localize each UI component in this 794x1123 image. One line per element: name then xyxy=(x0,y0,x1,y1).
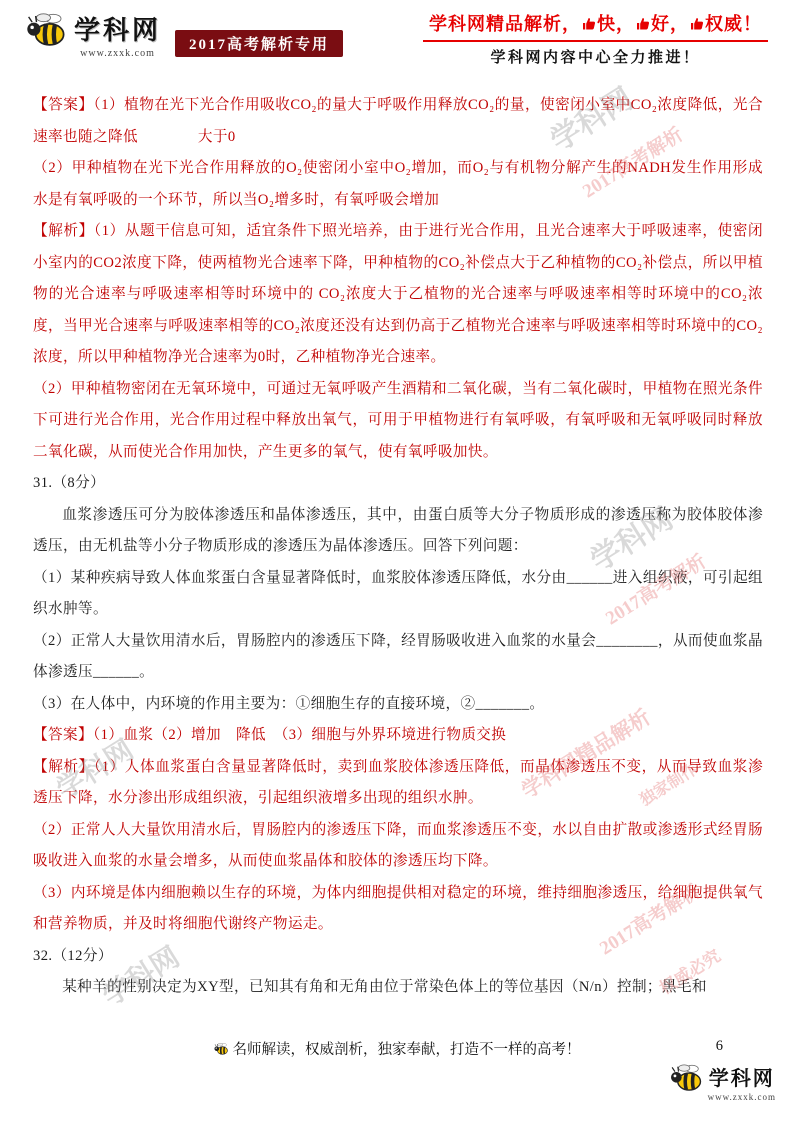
question-intro: 血浆渗透压可分为胶体渗透压和晶体渗透压，其中，由蛋白质等大分子物质形成的渗透压称为胶体胶体渗透压，由无机盐等小分子物质形成的渗透压为晶体渗透压。回答下列问题： xyxy=(33,506,763,555)
header-slogan-red xyxy=(423,10,768,36)
answer-paragraph: 【答案】（1）植物在光下光合作用吸收CO₂的量大于呼吸作用释放CO₂的量，使密闭小室中CO₂浓度降低，光合速率也随之降低 大于0 xyxy=(33,97,763,145)
header-slogan-black: 学科网内容中心全力推进！ xyxy=(490,50,701,66)
header-slogan-block xyxy=(423,10,768,67)
watermark: 学科网 xyxy=(51,734,140,806)
slogan-word: 好， xyxy=(651,14,689,34)
bee-mascot-icon xyxy=(214,1042,229,1056)
analysis-paragraph: （3）内环境是体内细胞赖以生存的环境，为体内细胞提供相对稳定的环境，维持细胞渗透压，给细胞提供氧气和营养物质，并及时将细胞代谢终产物运走。 xyxy=(33,884,763,933)
analysis-paragraph: （2）正常人人大量饮用清水后，胃肠腔内的渗透压下降，而血浆渗透压不变，水以自由扩散或渗透形式经胃肠吸收进入血浆的水量会增多，从而使血浆晶体和胶体的渗透压均下降。 xyxy=(33,821,763,870)
page-header xyxy=(26,10,768,67)
answer-paragraph: （2）甲种植物在光下光合作用释放的O₂使密闭小室中O₂增加，而O₂与有机物分解产生的NADH发生作用形成水是有氧呼吸的一个环节，所以当O₂增多时，有氧呼吸会增加 xyxy=(33,160,763,208)
answer-paragraph: 【答案】（1）血浆（2）增加 降低 （3）细胞与外界环境进行物质交换 xyxy=(33,727,507,744)
watermark: 权威必究 xyxy=(656,946,724,999)
footer-slogan: 名师解读，权威剖析，独家奉献，打造不一样的高考！ xyxy=(232,1042,581,1058)
exam-edition-banner: 2017高考解析专用 xyxy=(175,30,343,57)
logo-name: 学科网 xyxy=(708,1068,775,1090)
bee-mascot-icon xyxy=(26,10,68,50)
question-number: 31.（8分） xyxy=(33,475,106,492)
document-body xyxy=(33,90,763,1004)
question-item: （1）某种疾病导致人体血浆蛋白含量显著降低时，血浆胶体渗透压降低，水分由______进入组织液，可引起组织水肿等。 xyxy=(33,569,763,618)
analysis-paragraph: 【解析】（1）人体血浆蛋白含量显著降低时，卖到血浆胶体渗透压降低，而晶体渗透压不变，从而导致血浆渗透压下降，水分渗出形成组织液，引起组织液增多出现的组织水肿。 xyxy=(33,758,763,807)
logo-url: www.zxxk.com xyxy=(80,48,155,59)
question-intro: 某种羊的性别决定为XY型，已知其有角和无角由位于常染色体上的等位基因（N/n）控制；黑毛和 xyxy=(62,979,707,996)
watermark: 2017高考解析 xyxy=(579,124,687,203)
analysis-paragraph: 【解析】（1）从题干信息可知，适宜条件下照光培养，由于进行光合作用，且光合速率大于呼吸速率，使密闭小室内的CO2浓度下降，使两植物光合速率下降，甲种植物的CO₂补偿点大于乙种植物的CO₂补偿点，所以甲植物的光合速率与呼吸速率相等时环境中的 CO₂浓度大于乙植物的光合速率与呼吸速率相等时环境中的CO₂浓度，当甲光合速率与呼吸速率相等的CO₂浓度还没有达到仍高于乙植物光合速率与呼吸速率相等时环境中的CO₂浓度，所以甲种植物净光合速率为0时，乙种植物净光合速率。 xyxy=(33,223,763,366)
logo-name: 学科网 xyxy=(74,16,162,45)
slogan-prefix: 学科网精品解析， xyxy=(429,14,581,34)
footer-slogan-line xyxy=(33,1038,761,1059)
thumb-up-icon xyxy=(636,17,650,31)
logo-text-block xyxy=(708,1062,776,1102)
watermark: 2017高考解析 xyxy=(602,551,710,630)
watermark: 独家制作 xyxy=(637,761,701,810)
question-number: 32.（12分） xyxy=(33,947,113,964)
page-number: 6 xyxy=(715,1038,723,1054)
logo-text-block xyxy=(74,10,161,59)
question-item: （3）在人体中，内环境的作用主要为：①细胞生存的直接环境，②_______。 xyxy=(33,695,545,712)
bee-mascot-icon xyxy=(670,1062,704,1094)
red-divider-line xyxy=(423,40,768,42)
watermark: 学科网 xyxy=(584,502,679,578)
watermark: 学科网 xyxy=(97,941,186,1013)
footer-logo xyxy=(670,1062,776,1102)
watermark: 学科网 xyxy=(544,82,639,158)
header-logo xyxy=(26,10,343,59)
thumb-up-icon xyxy=(690,17,704,31)
slogan-word: 权威！ xyxy=(705,14,762,34)
slogan-word: 快， xyxy=(597,14,635,34)
analysis-paragraph: （2）甲种植物密闭在无氧环境中，可通过无氧呼吸产生酒精和二氧化碳，当有二氧化碳时，甲植物在照光条件下可进行光合作用，光合作用过程中释放出氧气，可用于甲植物进行有氧呼吸，有氧呼吸和无氧呼吸同时释放二氧化碳，从而使光合作用加快，产生更多的氧气，使有氧呼吸加快。 xyxy=(33,380,763,460)
logo-url: www.zxxk.com xyxy=(707,1092,776,1102)
watermark: 学科网精品解析 xyxy=(517,704,655,803)
question-item: （2）正常人大量饮用清水后，胃肠腔内的渗透压下降，经胃肠吸收进入血浆的水量会________，从而使血浆晶体渗透压______。 xyxy=(33,632,763,681)
watermark: 2017高考解析 xyxy=(596,881,704,960)
thumb-up-icon xyxy=(582,17,596,31)
